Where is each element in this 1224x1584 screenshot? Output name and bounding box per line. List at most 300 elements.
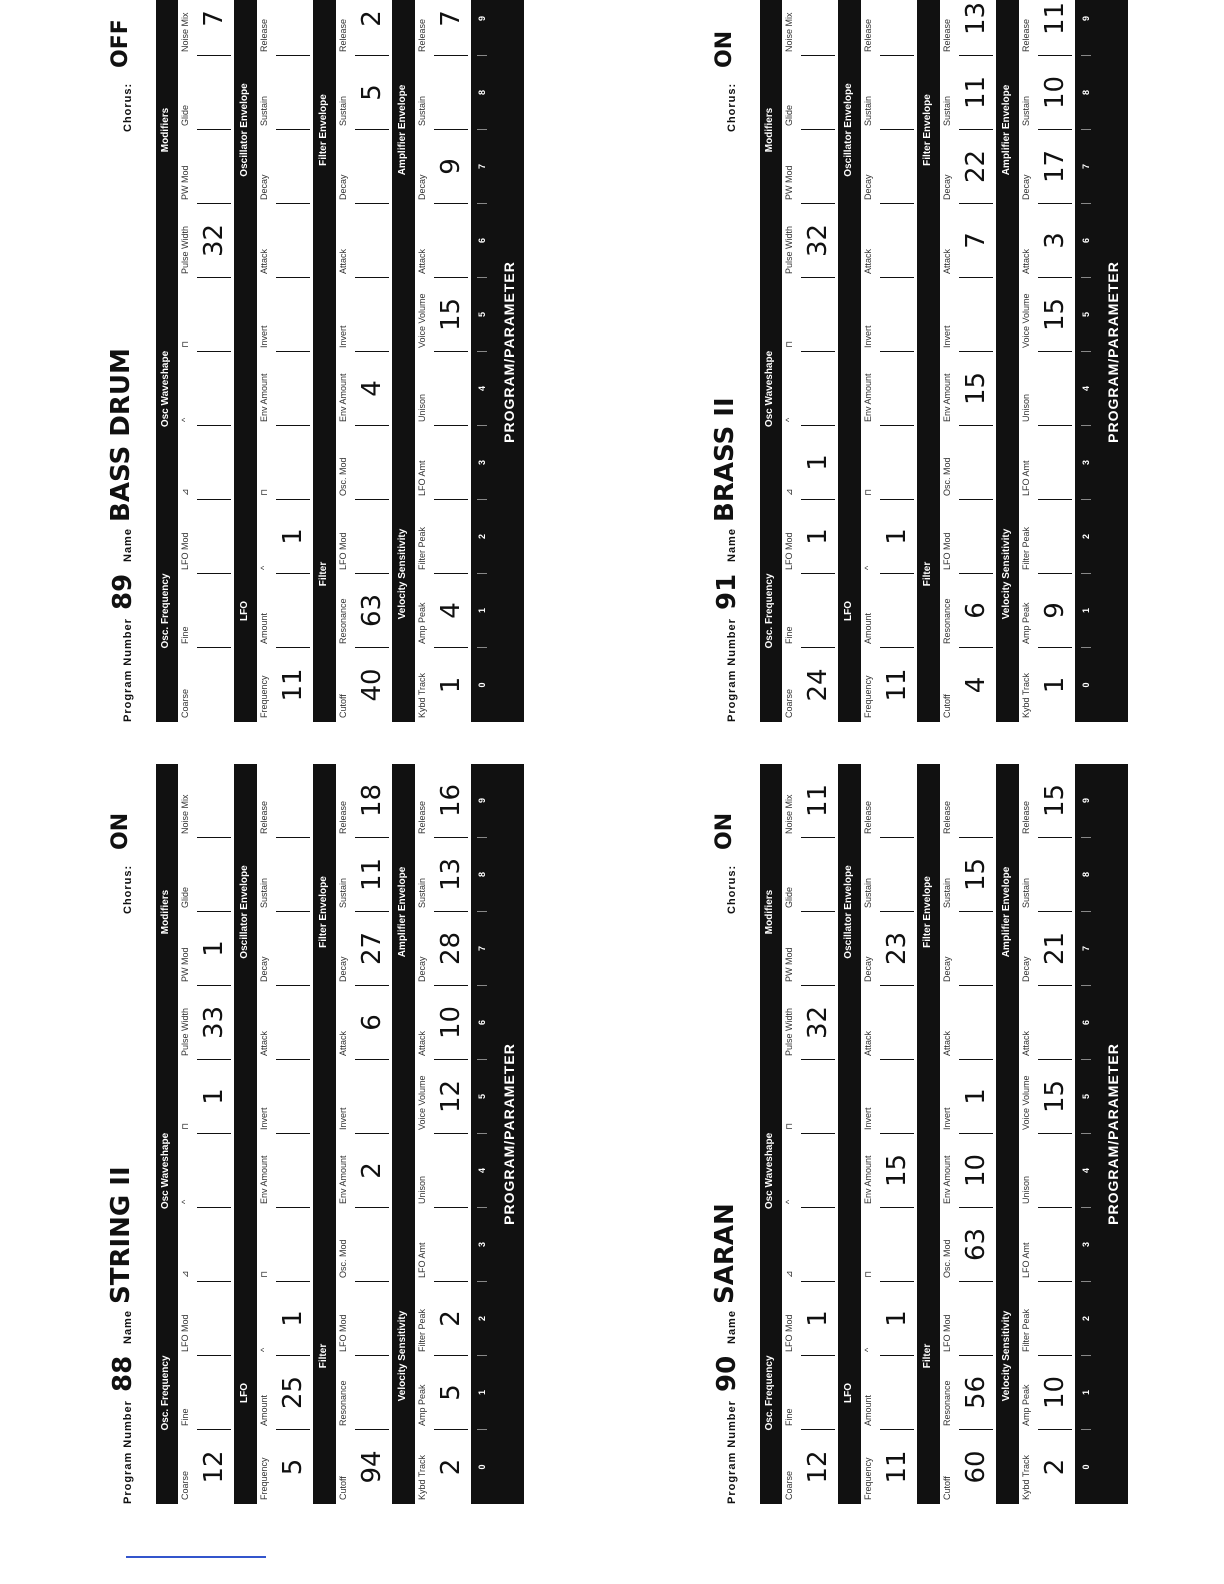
parameter-value-field[interactable] xyxy=(880,764,914,838)
parameter-value-field[interactable]: 15 xyxy=(1038,278,1072,352)
program-name-value: BRASS II xyxy=(710,397,740,522)
parameter-value-field[interactable]: 7 xyxy=(197,0,231,56)
parameter-value-field[interactable]: 1 xyxy=(276,1282,310,1356)
parameter-value-field[interactable]: 16 xyxy=(434,764,468,838)
parameter-label: Env Amount xyxy=(863,1155,873,1204)
parameter-value-field[interactable] xyxy=(880,130,914,204)
parameter-value-field[interactable]: 63 xyxy=(355,574,389,648)
parameter-label: Coarse xyxy=(180,688,190,718)
parameter-value-field[interactable]: 17 xyxy=(1038,130,1072,204)
number-key: 2 xyxy=(477,500,487,574)
parameter-value-field[interactable] xyxy=(1038,986,1072,1060)
number-key: 5 xyxy=(1081,278,1091,352)
number-key: 8 xyxy=(477,838,487,912)
parameter-label: Pulse Width xyxy=(180,225,190,274)
parameter-label: Filter Peak xyxy=(417,1308,427,1352)
parameter-value-field[interactable] xyxy=(355,500,389,574)
parameter-value-field[interactable]: 7 xyxy=(959,204,993,278)
parameter-label: Sustain xyxy=(942,877,952,908)
parameter-value-row xyxy=(1035,764,1076,1504)
parameter-value-field[interactable] xyxy=(801,56,835,130)
section-title-lfo: LFO xyxy=(239,1383,250,1403)
number-key: 1 xyxy=(1081,1356,1091,1430)
parameter-value-field[interactable]: 15 xyxy=(959,352,993,426)
parameter-value-field[interactable] xyxy=(276,0,310,56)
section-title-osc-frequency: Osc. Frequency xyxy=(160,1355,171,1431)
parameter-value-field[interactable] xyxy=(355,1060,389,1134)
parameter-value-field[interactable]: 18 xyxy=(355,764,389,838)
parameter-label: Coarse xyxy=(784,1470,794,1500)
parameter-value-field[interactable]: 15 xyxy=(1038,764,1072,838)
section-title-filter-envelope: Filter Envelope xyxy=(318,876,329,948)
parameter-value-field[interactable] xyxy=(276,838,310,912)
parameter-value-field[interactable] xyxy=(276,426,310,500)
parameter-value-field[interactable]: 11 xyxy=(882,1450,912,1484)
parameter-label: Release xyxy=(942,800,952,834)
parameter-value-field[interactable]: 7 xyxy=(434,0,468,56)
parameter-value-field[interactable]: 25 xyxy=(276,1356,310,1430)
parameter-value-field[interactable] xyxy=(880,278,914,352)
parameter-label-row xyxy=(861,764,877,1504)
parameter-value-field[interactable] xyxy=(434,1208,468,1282)
parameter-value-field[interactable] xyxy=(959,986,993,1060)
parameter-value-field[interactable] xyxy=(276,912,310,986)
parameter-value-field[interactable]: 15 xyxy=(1038,1060,1072,1134)
parameter-label: Env Amount xyxy=(942,373,952,422)
parameter-value-field[interactable]: 1 xyxy=(197,912,231,986)
parameter-label: Noise Mix xyxy=(180,794,190,834)
number-key-row xyxy=(1076,764,1098,1504)
number-key: 9 xyxy=(1081,0,1091,56)
parameter-value-field[interactable] xyxy=(276,986,310,1060)
section-title-filter-envelope: Filter Envelope xyxy=(318,94,329,166)
parameter-value-field[interactable] xyxy=(276,1134,310,1208)
parameter-label-row xyxy=(336,764,352,1504)
parameter-label: LFO Mod xyxy=(784,1314,794,1352)
number-key: 4 xyxy=(1081,1134,1091,1208)
section-title-oscillator-envelope: Oscillator Envelope xyxy=(843,865,854,959)
parameter-value-field[interactable] xyxy=(880,56,914,130)
parameter-value-field[interactable] xyxy=(880,352,914,426)
parameter-value-field[interactable] xyxy=(880,986,914,1060)
program-number-label: Program Number xyxy=(122,618,134,722)
parameter-value-field[interactable] xyxy=(197,426,231,500)
section-title-velocity-sensitivity: Velocity Sensitivity xyxy=(397,1310,408,1402)
parameter-label: Cutoff xyxy=(338,1476,348,1500)
parameter-label: ^ xyxy=(259,565,269,570)
parameter-value-field[interactable]: 15 xyxy=(959,838,993,912)
parameter-label: Kybd Track xyxy=(417,1454,427,1500)
section-title-velocity-sensitivity: Velocity Sensitivity xyxy=(1001,528,1012,620)
parameter-value-field[interactable]: 12 xyxy=(199,1450,229,1484)
parameter-value-field[interactable]: 2 xyxy=(436,1458,466,1476)
parameter-value-field[interactable]: 6 xyxy=(959,574,993,648)
parameter-value-field[interactable]: 11 xyxy=(959,56,993,130)
parameter-value-field[interactable] xyxy=(880,838,914,912)
parameter-value-field[interactable] xyxy=(197,574,231,648)
parameter-value-field[interactable] xyxy=(276,204,310,278)
parameter-label: Fine xyxy=(180,626,190,644)
parameter-value-field[interactable] xyxy=(434,204,468,278)
program-sheet xyxy=(704,764,1124,1504)
parameter-label: ⊓ xyxy=(180,1122,190,1130)
program-number-value: 88 xyxy=(108,1355,138,1392)
number-key: 5 xyxy=(477,1060,487,1134)
number-key: 1 xyxy=(477,1356,487,1430)
parameter-value-field[interactable]: 11 xyxy=(278,668,308,702)
parameter-value-field[interactable]: 32 xyxy=(801,204,835,278)
parameter-value-field[interactable]: 1 xyxy=(801,500,835,574)
parameter-label: Invert xyxy=(259,1107,269,1130)
parameter-value-field[interactable]: 15 xyxy=(880,1134,914,1208)
parameter-label: Attack xyxy=(417,248,427,274)
parameter-label: Pulse Width xyxy=(784,1007,794,1056)
parameter-value-field[interactable] xyxy=(197,1356,231,1430)
parameter-value-field[interactable]: 4 xyxy=(434,574,468,648)
parameter-value-field[interactable] xyxy=(197,278,231,352)
parameter-label: Attack xyxy=(863,248,873,274)
parameter-label: Fine xyxy=(180,1408,190,1426)
program-header xyxy=(704,764,752,1504)
parameter-value-field[interactable] xyxy=(880,204,914,278)
parameter-value-field[interactable] xyxy=(355,278,389,352)
number-key: 9 xyxy=(477,764,487,838)
section-title-filter: Filter xyxy=(318,1343,329,1369)
parameter-value-field[interactable] xyxy=(197,1282,231,1356)
parameter-value-field[interactable] xyxy=(197,1134,231,1208)
parameter-value-field[interactable]: 63 xyxy=(959,1208,993,1282)
parameter-value-field[interactable]: 13 xyxy=(434,838,468,912)
parameter-value-field[interactable]: 23 xyxy=(880,912,914,986)
parameter-value-field[interactable] xyxy=(197,500,231,574)
parameter-label: Attack xyxy=(942,1030,952,1056)
parameter-value-field[interactable] xyxy=(880,1356,914,1430)
parameter-label: Release xyxy=(1021,800,1031,834)
parameter-value-field[interactable] xyxy=(276,130,310,204)
parameter-value-row xyxy=(273,0,314,722)
parameter-value-field[interactable] xyxy=(197,352,231,426)
parameter-value-field[interactable]: 5 xyxy=(355,56,389,130)
parameter-label: Decay xyxy=(417,956,427,982)
parameter-value-field[interactable]: 5 xyxy=(434,1356,468,1430)
parameter-value-field[interactable] xyxy=(801,352,835,426)
section-title-osc-frequency: Osc. Frequency xyxy=(764,573,775,649)
number-key: 6 xyxy=(477,204,487,278)
parameter-value-field[interactable]: 11 xyxy=(355,838,389,912)
section-title-filter: Filter xyxy=(318,561,329,587)
number-key: 0 xyxy=(477,1464,487,1470)
parameter-value-field[interactable]: 1 xyxy=(197,1060,231,1134)
parameter-label: Decay xyxy=(942,174,952,200)
parameter-value-field[interactable] xyxy=(434,352,468,426)
parameter-label: Kybd Track xyxy=(1021,672,1031,718)
parameter-label: Kybd Track xyxy=(417,672,427,718)
parameter-grid xyxy=(760,764,1128,1504)
number-key: 6 xyxy=(1081,986,1091,1060)
section-title-oscillator-envelope: Oscillator Envelope xyxy=(239,865,250,959)
parameter-value-field[interactable] xyxy=(801,912,835,986)
parameter-value-field[interactable] xyxy=(276,1208,310,1282)
parameter-label: Invert xyxy=(942,325,952,348)
parameter-value-field[interactable]: 21 xyxy=(1038,912,1072,986)
parameter-grid xyxy=(760,0,1128,722)
parameter-value-field[interactable]: 13 xyxy=(959,0,993,56)
parameter-value-field[interactable] xyxy=(355,1356,389,1430)
parameter-value-field[interactable]: 2 xyxy=(1040,1458,1070,1476)
parameter-value-field[interactable]: 10 xyxy=(1038,1356,1072,1430)
section-title-modifiers: Modifiers xyxy=(160,889,171,935)
parameter-value-row xyxy=(877,764,918,1504)
parameter-value-field[interactable] xyxy=(801,1134,835,1208)
chorus-label: Chorus: xyxy=(726,82,738,132)
parameter-value-field[interactable]: 2 xyxy=(355,1134,389,1208)
parameter-label: Glide xyxy=(180,104,190,126)
parameter-label: Release xyxy=(1021,18,1031,52)
parameter-label: Frequency xyxy=(863,675,873,718)
parameter-label: Sustain xyxy=(259,95,269,126)
parameter-value-field[interactable]: 12 xyxy=(803,1450,833,1484)
program-name-label: Name xyxy=(726,1310,738,1344)
parameter-value-field[interactable]: 28 xyxy=(434,912,468,986)
parameter-value-row xyxy=(798,0,839,722)
program-parameter-footer: PROGRAM/PARAMETER xyxy=(494,764,524,1504)
parameter-value-field[interactable] xyxy=(1038,1134,1072,1208)
number-key: 0 xyxy=(1081,682,1091,688)
underline-mark xyxy=(126,1556,266,1558)
section-title-modifiers: Modifiers xyxy=(160,107,171,153)
parameter-value-field[interactable] xyxy=(959,912,993,986)
parameter-label: Glide xyxy=(180,886,190,908)
parameter-label: Unison xyxy=(1021,393,1031,422)
parameter-value-field[interactable] xyxy=(959,764,993,838)
parameter-value-field[interactable] xyxy=(355,426,389,500)
parameter-value-field[interactable] xyxy=(355,1282,389,1356)
parameter-value-field[interactable]: 1 xyxy=(880,500,914,574)
parameter-label: Env Amount xyxy=(942,1155,952,1204)
parameter-label: Amount xyxy=(863,612,873,644)
parameter-value-field[interactable]: 11 xyxy=(1038,0,1072,56)
parameter-label: Cutoff xyxy=(942,694,952,718)
parameter-value-row xyxy=(194,0,235,722)
parameter-value-field[interactable]: 4 xyxy=(355,352,389,426)
parameter-value-field[interactable]: 32 xyxy=(801,986,835,1060)
parameter-value-field[interactable] xyxy=(434,56,468,130)
parameter-label: ⊓ xyxy=(784,340,794,348)
parameter-label: Sustain xyxy=(1021,877,1031,908)
parameter-label: ⊿ xyxy=(784,1270,794,1278)
parameter-value-field[interactable] xyxy=(434,500,468,574)
parameter-label: ^ xyxy=(259,1347,269,1352)
parameter-label-row xyxy=(415,0,431,722)
parameter-label: ⊓ xyxy=(259,488,269,496)
parameter-value-field[interactable]: 24 xyxy=(803,668,833,702)
parameter-value-field[interactable] xyxy=(880,574,914,648)
parameter-label: Decay xyxy=(338,956,348,982)
section-title-amplifier-envelope: Amplifier Envelope xyxy=(397,84,408,176)
parameter-value-field[interactable] xyxy=(880,1060,914,1134)
parameter-label: Sustain xyxy=(1021,95,1031,126)
parameter-value-field[interactable]: 9 xyxy=(434,130,468,204)
parameter-label: Release xyxy=(259,18,269,52)
parameter-value-field[interactable] xyxy=(801,278,835,352)
parameter-label: Noise Mix xyxy=(784,12,794,52)
section-header-row xyxy=(393,764,415,1504)
parameter-value-field[interactable] xyxy=(197,648,231,722)
parameter-value-field[interactable] xyxy=(1038,838,1072,912)
parameter-value-field[interactable] xyxy=(276,764,310,838)
parameter-value-field[interactable]: 1 xyxy=(276,500,310,574)
parameter-value-field[interactable] xyxy=(880,0,914,56)
parameter-label: Attack xyxy=(338,1030,348,1056)
parameter-value-field[interactable] xyxy=(434,1134,468,1208)
parameter-value-field[interactable]: 40 xyxy=(357,668,387,702)
parameter-value-field[interactable] xyxy=(1038,500,1072,574)
parameter-value-field[interactable]: 10 xyxy=(434,986,468,1060)
number-key: 7 xyxy=(1081,912,1091,986)
number-key: 3 xyxy=(477,426,487,500)
number-key: 2 xyxy=(1081,500,1091,574)
parameter-value-field[interactable] xyxy=(1038,426,1072,500)
parameter-value-field[interactable] xyxy=(959,426,993,500)
parameter-value-field[interactable]: 1 xyxy=(436,676,466,694)
parameter-value-field[interactable] xyxy=(801,574,835,648)
parameter-value-field[interactable]: 1 xyxy=(801,1282,835,1356)
parameter-label: Amount xyxy=(863,1394,873,1426)
parameter-label: Amp Peak xyxy=(1021,602,1031,644)
parameter-value-field[interactable] xyxy=(276,56,310,130)
parameter-value-field[interactable]: 10 xyxy=(1038,56,1072,130)
parameter-value-field[interactable] xyxy=(197,1208,231,1282)
parameter-label: Coarse xyxy=(180,1470,190,1500)
parameter-label: Resonance xyxy=(338,598,348,644)
parameter-label: Env Amount xyxy=(338,1155,348,1204)
parameter-label: Filter Peak xyxy=(1021,526,1031,570)
parameter-value-field[interactable] xyxy=(959,278,993,352)
parameter-value-field[interactable] xyxy=(355,1208,389,1282)
parameter-label: Sustain xyxy=(417,95,427,126)
parameter-label: Osc. Mod xyxy=(338,457,348,496)
parameter-value-field[interactable]: 27 xyxy=(355,912,389,986)
parameter-value-field[interactable]: 6 xyxy=(355,986,389,1060)
parameter-value-field[interactable] xyxy=(355,204,389,278)
parameter-label: Attack xyxy=(942,248,952,274)
program-name-label: Name xyxy=(726,528,738,562)
parameter-label: Env Amount xyxy=(259,373,269,422)
parameter-label: ^ xyxy=(180,1199,190,1204)
section-title-oscillator-envelope: Oscillator Envelope xyxy=(843,83,854,177)
parameter-value-field[interactable]: 1 xyxy=(801,426,835,500)
parameter-value-field[interactable] xyxy=(276,1060,310,1134)
parameter-value-field[interactable] xyxy=(276,574,310,648)
parameter-value-field[interactable] xyxy=(1038,352,1072,426)
parameter-label: LFO Mod xyxy=(784,532,794,570)
parameter-label: Filter Peak xyxy=(417,526,427,570)
parameter-value-field[interactable] xyxy=(197,764,231,838)
parameter-label: Resonance xyxy=(338,1380,348,1426)
parameter-value-row xyxy=(352,0,393,722)
section-header-row xyxy=(156,0,178,722)
parameter-value-field[interactable]: 4 xyxy=(961,676,991,694)
parameter-value-field[interactable] xyxy=(959,500,993,574)
parameter-value-field[interactable] xyxy=(197,838,231,912)
parameter-value-field[interactable] xyxy=(801,1208,835,1282)
parameter-label: Decay xyxy=(417,174,427,200)
parameter-value-field[interactable]: 32 xyxy=(197,204,231,278)
parameter-value-field[interactable] xyxy=(801,1060,835,1134)
parameter-value-field[interactable] xyxy=(880,1208,914,1282)
parameter-value-field[interactable] xyxy=(355,130,389,204)
parameter-value-field[interactable]: 94 xyxy=(357,1450,387,1484)
program-name-value: STRING II xyxy=(106,1166,136,1304)
parameter-value-field[interactable] xyxy=(276,352,310,426)
parameter-label: ^ xyxy=(863,565,873,570)
section-title-modifiers: Modifiers xyxy=(764,889,775,935)
parameter-value-field[interactable]: 33 xyxy=(197,986,231,1060)
parameter-value-field[interactable] xyxy=(959,1282,993,1356)
parameter-label: LFO Mod xyxy=(180,1314,190,1352)
parameter-value-field[interactable]: 22 xyxy=(959,130,993,204)
parameter-label: Amp Peak xyxy=(417,602,427,644)
parameter-value-field[interactable] xyxy=(880,426,914,500)
section-title-oscillator-envelope: Oscillator Envelope xyxy=(239,83,250,177)
parameter-value-field[interactable] xyxy=(801,838,835,912)
parameter-value-field[interactable] xyxy=(801,0,835,56)
parameter-label: LFO Mod xyxy=(338,1314,348,1352)
parameter-value-field[interactable]: 5 xyxy=(278,1458,308,1476)
parameter-value-field[interactable]: 1 xyxy=(959,1060,993,1134)
parameter-value-field[interactable] xyxy=(197,56,231,130)
program-number-label: Program Number xyxy=(726,1400,738,1504)
parameter-label: Osc. Mod xyxy=(942,457,952,496)
parameter-label: Decay xyxy=(863,174,873,200)
section-title-osc-frequency: Osc. Frequency xyxy=(160,573,171,649)
section-title-modifiers: Modifiers xyxy=(764,107,775,153)
number-key: 2 xyxy=(477,1282,487,1356)
section-header-row xyxy=(918,764,940,1504)
parameter-value-field[interactable]: 60 xyxy=(961,1450,991,1484)
parameter-value-field[interactable] xyxy=(801,130,835,204)
number-key: 2 xyxy=(1081,1282,1091,1356)
parameter-label: Sustain xyxy=(259,877,269,908)
parameter-value-field[interactable]: 11 xyxy=(882,668,912,702)
parameter-value-field[interactable]: 2 xyxy=(355,0,389,56)
parameter-label: ^ xyxy=(784,1199,794,1204)
parameter-label: LFO Amt xyxy=(1021,460,1031,496)
parameter-value-field[interactable]: 56 xyxy=(959,1356,993,1430)
parameter-label: LFO Amt xyxy=(1021,1242,1031,1278)
program-number-value: 90 xyxy=(712,1355,742,1392)
parameter-value-field[interactable] xyxy=(434,426,468,500)
parameter-label: Coarse xyxy=(784,688,794,718)
parameter-value-field[interactable]: 3 xyxy=(1038,204,1072,278)
parameter-value-field[interactable]: 12 xyxy=(434,1060,468,1134)
section-title-amplifier-envelope: Amplifier Envelope xyxy=(1001,866,1012,958)
parameter-value-field[interactable]: 11 xyxy=(801,764,835,838)
parameter-value-field[interactable]: 15 xyxy=(434,278,468,352)
parameter-value-field[interactable] xyxy=(276,278,310,352)
parameter-value-field[interactable]: 9 xyxy=(1038,574,1072,648)
parameter-value-field[interactable] xyxy=(197,130,231,204)
parameter-value-field[interactable]: 10 xyxy=(959,1134,993,1208)
parameter-value-field[interactable] xyxy=(1038,1208,1072,1282)
parameter-value-field[interactable] xyxy=(801,1356,835,1430)
parameter-label: Voice Volume xyxy=(1021,293,1031,348)
parameter-label-row xyxy=(178,764,194,1504)
parameter-value-field[interactable]: 1 xyxy=(880,1282,914,1356)
parameter-value-field[interactable] xyxy=(1038,1282,1072,1356)
parameter-value-field[interactable]: 2 xyxy=(434,1282,468,1356)
parameter-value-field[interactable]: 1 xyxy=(1040,676,1070,694)
